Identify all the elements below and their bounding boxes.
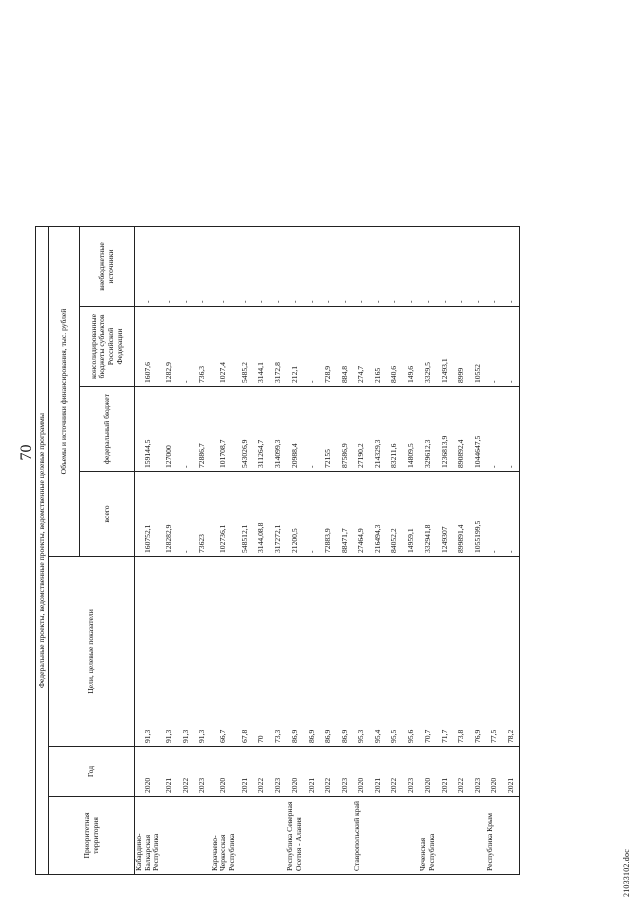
table-row [194,227,211,875]
total-cell: 88471,7 [337,472,354,557]
extra-cell: - [437,227,454,307]
territory-cell [161,797,178,875]
year-cell: 2021 [237,747,254,797]
extra-cell: - [419,227,436,307]
year-cell: 2023 [403,747,420,797]
federal-cell: - [503,387,520,472]
total-cell: 102736,1 [211,472,237,557]
table-row [253,227,270,875]
indicator-cell: 70 [253,557,270,747]
year-cell: 2023 [337,747,354,797]
regional-cell: 1282,9 [161,307,178,387]
federal-cell: 329612,3 [419,387,436,472]
regional-cell: 728,9 [320,307,337,387]
extra-cell: - [370,227,387,307]
extra-cell: - [320,227,337,307]
federal-cell: 83211,6 [386,387,403,472]
total-cell: - [178,472,195,557]
extra-cell: - [194,227,211,307]
regional-cell: - [178,307,195,387]
regional-cell: 12493,1 [437,307,454,387]
year-cell: 2021 [161,747,178,797]
regional-cell: 1027,4 [211,307,237,387]
territory-header: Приоритетная территория [49,797,135,875]
table-row [161,227,178,875]
regional-cell: 149,6 [403,307,420,387]
indicator-cell: 95,3 [353,557,370,747]
table-row [486,227,503,875]
territory-cell [437,797,454,875]
indicator-cell: 77,5 [486,557,503,747]
total-cell: 84052,2 [386,472,403,557]
year-cell: 2021 [503,747,520,797]
year-cell: 2023 [470,747,487,797]
table-row [270,227,287,875]
regional-cell: 840,6 [386,307,403,387]
regional-cell: 3172,8 [270,307,287,387]
federal-cell: 20988,4 [286,387,303,472]
year-cell: 2022 [253,747,270,797]
territory-cell [470,797,487,875]
year-cell: 2022 [320,747,337,797]
extra-cell: - [386,227,403,307]
territory-cell: Карачаево-Черкесская Республика [211,797,237,875]
territory-cell [337,797,354,875]
table-row [503,227,520,875]
total-cell: 27464,9 [353,472,370,557]
indicator-cell: 73,8 [453,557,470,747]
extra-cell: - [286,227,303,307]
table-row [470,227,487,875]
total-cell: 72883,9 [320,472,337,557]
indicator-cell: 86,9 [337,557,354,747]
extra-cell: - [337,227,354,307]
regional-cell: 884,8 [337,307,354,387]
territory-cell [178,797,195,875]
territory-cell [503,797,520,875]
extra-cell: - [353,227,370,307]
extra-cell: - [453,227,470,307]
indicators-header: Цели, целевые показатели [49,557,135,747]
extra-cell: - [178,227,195,307]
total-cell: 3144,08,8 [253,472,270,557]
year-cell: 2020 [135,747,162,797]
year-cell: 2022 [178,747,195,797]
federal-header: федеральный бюджет [80,387,135,472]
year-cell: 2021 [437,747,454,797]
territory-cell [270,797,287,875]
total-cell: 14959,1 [403,472,420,557]
territory-cell [237,797,254,875]
indicator-cell: 95,6 [403,557,420,747]
federal-cell: 314099,3 [270,387,287,472]
table-row [353,227,370,875]
table-row [237,227,254,875]
year-cell: 2021 [370,747,387,797]
total-cell: 548512,1 [237,472,254,557]
table-row [403,227,420,875]
extra-header: внебюджетные источники [80,227,135,307]
year-cell: 2020 [211,747,237,797]
indicator-cell: 91,3 [194,557,211,747]
federal-cell: 890892,4 [453,387,470,472]
indicator-cell: 70,7 [419,557,436,747]
extra-cell: - [403,227,420,307]
regional-header: консолидированные бюджеты субъектов Российской Федерации [80,307,135,387]
territory-cell: Республика Крым [486,797,503,875]
table-row [337,227,354,875]
federal-cell: 1236813,9 [437,387,454,472]
total-cell: 317272,1 [270,472,287,557]
total-cell: - [486,472,503,557]
year-cell: 2022 [453,747,470,797]
regional-cell: 10552 [470,307,487,387]
federal-cell: 87586,9 [337,387,354,472]
federal-cell: 127000 [161,387,178,472]
year-cell: 2020 [419,747,436,797]
table-row [453,227,470,875]
federal-cell: 543026,9 [237,387,254,472]
federal-cell: 72886,7 [194,387,211,472]
extra-cell: - [486,227,503,307]
extra-cell: - [270,227,287,307]
total-cell: 160752,1 [135,472,162,557]
federal-cell: 311264,7 [253,387,270,472]
total-cell: 216494,3 [370,472,387,557]
table-row [135,227,162,875]
indicator-cell: 91,3 [135,557,162,747]
total-cell: 1055199,5 [470,472,487,557]
federal-cell: - [304,387,321,472]
regional-cell: - [503,307,520,387]
total-cell: 332941,8 [419,472,436,557]
extra-cell: - [304,227,321,307]
year-cell: 2020 [353,747,370,797]
table-row [178,227,195,875]
indicator-cell: 95,5 [386,557,403,747]
federal-cell: 101708,7 [211,387,237,472]
regional-cell: 5485,2 [237,307,254,387]
total-cell: 899891,4 [453,472,470,557]
regional-cell: - [486,307,503,387]
regional-cell: 8999 [453,307,470,387]
regional-cell: 274,7 [353,307,370,387]
territory-cell: Чеченская Республика [419,797,436,875]
indicator-cell: 86,9 [304,557,321,747]
total-cell: 1249307 [437,472,454,557]
extra-cell: - [135,227,162,307]
indicator-cell: 67,8 [237,557,254,747]
programs-header: Федеральные проекты, ведомственные проекты, ведомственные целевые программы [36,227,49,875]
total-cell: - [503,472,520,557]
table-row [211,227,237,875]
extra-cell: - [161,227,178,307]
indicator-cell: 86,9 [286,557,303,747]
financing-header: Объемы и источники финансирования, тыс. рублей [49,227,80,557]
indicator-cell: 78,2 [503,557,520,747]
extra-cell: - [470,227,487,307]
federal-cell: 14809,5 [403,387,420,472]
federal-cell: - [486,387,503,472]
regional-cell: 212,1 [286,307,303,387]
year-cell: 2022 [386,747,403,797]
territory-cell [304,797,321,875]
territory-cell [253,797,270,875]
territory-cell [370,797,387,875]
year-cell: 2020 [286,747,303,797]
extra-cell: - [237,227,254,307]
page-number: 70 [18,444,35,461]
indicator-cell: 73,3 [270,557,287,747]
regional-cell: 736,3 [194,307,211,387]
indicator-cell: 76,9 [470,557,487,747]
year-cell: 2023 [270,747,287,797]
year-header: Год [49,747,135,797]
table-row [320,227,337,875]
total-cell: 128282,9 [161,472,178,557]
table-row [304,227,321,875]
indicator-cell: 95,4 [370,557,387,747]
territory-cell: Кабардино-Балкарская Республика [135,797,162,875]
territory-cell [453,797,470,875]
territory-cell: Ставропольский край [353,797,370,875]
table-row [286,227,303,875]
indicator-cell: 91,3 [178,557,195,747]
indicator-cell: 66,7 [211,557,237,747]
year-cell: 2023 [194,747,211,797]
federal-cell: 1044647,5 [470,387,487,472]
extra-cell: - [211,227,237,307]
federal-cell: 72155 [320,387,337,472]
regional-cell: - [304,307,321,387]
table-row [370,227,387,875]
year-cell: 2021 [304,747,321,797]
federal-cell: - [178,387,195,472]
extra-cell: - [503,227,520,307]
territory-cell [403,797,420,875]
financing-table [35,226,520,875]
year-cell: 2020 [486,747,503,797]
territory-cell [386,797,403,875]
total-cell: 21200,5 [286,472,303,557]
territory-cell: Республика Северная Осетия - Алания [286,797,303,875]
table-row [437,227,454,875]
table-row [419,227,436,875]
federal-cell: 27190,2 [353,387,370,472]
regional-cell: 3144,1 [253,307,270,387]
total-cell: 73623 [194,472,211,557]
territory-cell [194,797,211,875]
indicator-cell: 91,3 [161,557,178,747]
regional-cell: 2165 [370,307,387,387]
territory-cell [320,797,337,875]
regional-cell: 1607,6 [135,307,162,387]
federal-cell: 214329,3 [370,387,387,472]
regional-cell: 3329,5 [419,307,436,387]
document-id: 21033102.doc [622,849,631,897]
extra-cell: - [253,227,270,307]
indicator-cell: 86,9 [320,557,337,747]
federal-cell: 159144,5 [135,387,162,472]
total-cell: - [304,472,321,557]
table-body [135,227,520,875]
table-row [386,227,403,875]
indicator-cell: 71,7 [437,557,454,747]
total-header: всего [80,472,135,557]
